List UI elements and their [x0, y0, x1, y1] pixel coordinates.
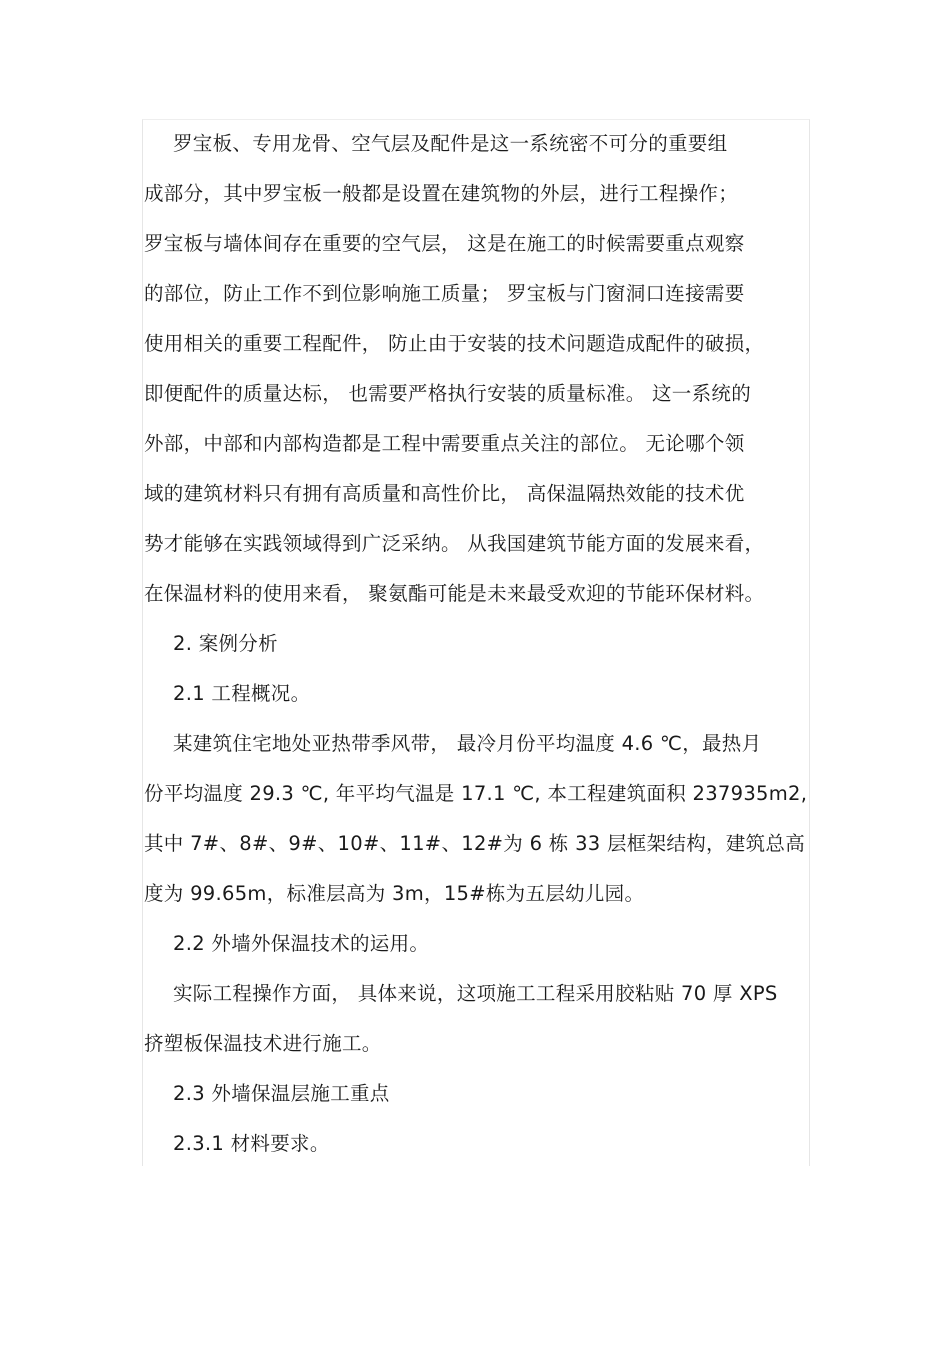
- subsection-heading: 2.1 工程概况。: [173, 682, 311, 705]
- text-line: 某建筑住宅地处亚热带季风带， 最冷月份平均温度 4.6 ℃，最热月: [173, 732, 762, 755]
- section-heading: 2. 案例分析: [173, 632, 278, 655]
- text-line: 挤塑板保温技术进行施工。: [144, 1032, 382, 1055]
- text-line: 势才能够在实践领域得到广泛采纳。 从我国建筑节能方面的发展来看，: [144, 532, 765, 555]
- text-line: 实际工程操作方面， 具体来说，这项施工工程采用胶粘贴 70 厚 XPS: [173, 982, 778, 1005]
- document-body: [144, 119, 824, 1169]
- subsection-heading: 2.3.1 材料要求。: [173, 1132, 330, 1155]
- text-line: 份平均温度 29.3 ℃, 年平均气温是 17.1 ℃, 本工程建筑面积 237935m2,: [144, 782, 808, 805]
- text-line: 即便配件的质量达标， 也需要严格执行安装的质量标准。 这一系统的: [144, 382, 751, 405]
- text-line: 域的建筑材料只有拥有高质量和高性价比， 高保温隔热效能的技术优: [144, 482, 745, 505]
- text-line: 罗宝板与墙体间存在重要的空气层， 这是在施工的时候需要重点观察: [144, 232, 745, 255]
- text-line: 度为 99.65m，标准层高为 3m，15#栋为五层幼儿园。: [144, 882, 645, 905]
- text-line: 使用相关的重要工程配件， 防止由于安装的技术问题造成配件的破损，: [144, 332, 765, 355]
- text-line: 成部分，其中罗宝板一般都是设置在建筑物的外层，进行工程操作；: [144, 182, 739, 205]
- subsection-heading: 2.3 外墙保温层施工重点: [173, 1082, 390, 1105]
- text-line: 罗宝板、专用龙骨、空气层及配件是这一系统密不可分的重要组: [173, 132, 728, 155]
- subsection-heading: 2.2 外墙外保温技术的运用。: [173, 932, 430, 955]
- text-line: 其中 7#、8#、9#、10#、11#、12#为 6 栋 33 层框架结构，建筑总高: [144, 832, 806, 855]
- text-line: 外部，中部和内部构造都是工程中需要重点关注的部位。 无论哪个领: [144, 432, 745, 455]
- text-line: 的部位，防止工作不到位影响施工质量； 罗宝板与门窗洞口连接需要: [144, 282, 745, 305]
- text-line: 在保温材料的使用来看， 聚氨酯可能是未来最受欢迎的节能环保材料。: [144, 582, 765, 605]
